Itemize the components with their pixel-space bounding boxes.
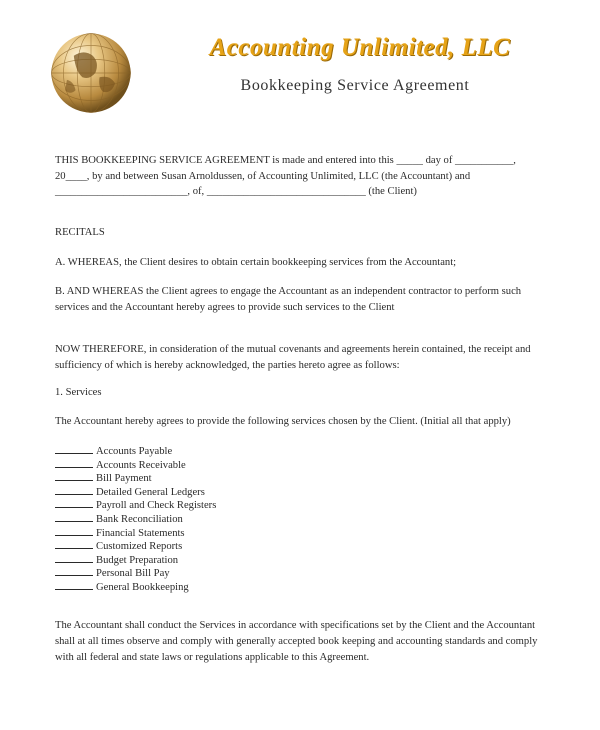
service-item: Payroll and Check Registers <box>55 499 216 513</box>
services-list <box>55 445 216 595</box>
service-item: Accounts Payable <box>55 445 216 459</box>
initial-blank[interactable] <box>55 527 93 536</box>
recital-b: B. AND WHEREAS the Client agrees to engage the Accountant as an independent contractor to perform such services and the Accountant hereby agrees to provide such services to the Client <box>55 286 522 313</box>
globe-icon <box>48 30 134 116</box>
service-item: Bank Reconciliation <box>55 513 216 527</box>
initial-blank[interactable] <box>55 486 93 495</box>
now-therefore-paragraph: NOW THEREFORE, in consideration of the mutual covenants and agreements herein contained, the receipt and sufficiency of which is hereby acknowledged, the parties hereto agree as follows: <box>55 344 531 371</box>
initial-blank[interactable] <box>55 499 93 508</box>
intro-line-3: _________________________, of, ______________________________ (the Client) <box>55 186 417 197</box>
recitals-heading: RECITALS <box>55 227 105 238</box>
service-item: Bill Payment <box>55 472 216 486</box>
service-item: Customized Reports <box>55 540 216 554</box>
service-item: Budget Preparation <box>55 554 216 568</box>
section-1-heading: 1. Services <box>55 387 102 398</box>
initial-blank[interactable] <box>55 581 93 590</box>
service-item: General Bookkeeping <box>55 581 216 595</box>
initial-blank[interactable] <box>55 540 93 549</box>
service-item: Personal Bill Pay <box>55 567 216 581</box>
intro-line-2: 20____, by and between Susan Arnoldussen, of Accounting Unlimited, LLC (the Accountant) and <box>55 171 471 182</box>
document-title: Bookkeeping Service Agreement <box>240 77 470 94</box>
initial-blank[interactable] <box>55 445 93 454</box>
initial-blank[interactable] <box>55 459 93 468</box>
initial-blank[interactable] <box>55 567 93 576</box>
service-item: Accounts Receivable <box>55 459 216 473</box>
services-closing-paragraph: The Accountant shall conduct the Services in accordance with specifications set by the Client and the Accountant shall at all times observe and comply with generally accepted book keeping and accounting standards and comply with all federal and state laws or regulations applicable to this Agreement. <box>55 620 538 663</box>
initial-blank[interactable] <box>55 472 93 481</box>
services-intro: The Accountant hereby agrees to provide the following services chosen by the Client. (Initial all that apply) <box>55 416 511 427</box>
intro-line-1: THIS BOOKKEEPING SERVICE AGREEMENT is made and entered into this _____ day of ___________, <box>55 155 516 166</box>
recital-a: A. WHEREAS, the Client desires to obtain certain bookkeeping services from the Accountant; <box>55 257 457 268</box>
initial-blank[interactable] <box>55 554 93 563</box>
service-item: Financial Statements <box>55 527 216 541</box>
initial-blank[interactable] <box>55 513 93 522</box>
company-name: Accounting Unlimited, LLC <box>209 34 511 61</box>
service-item: Detailed General Ledgers <box>55 486 216 500</box>
